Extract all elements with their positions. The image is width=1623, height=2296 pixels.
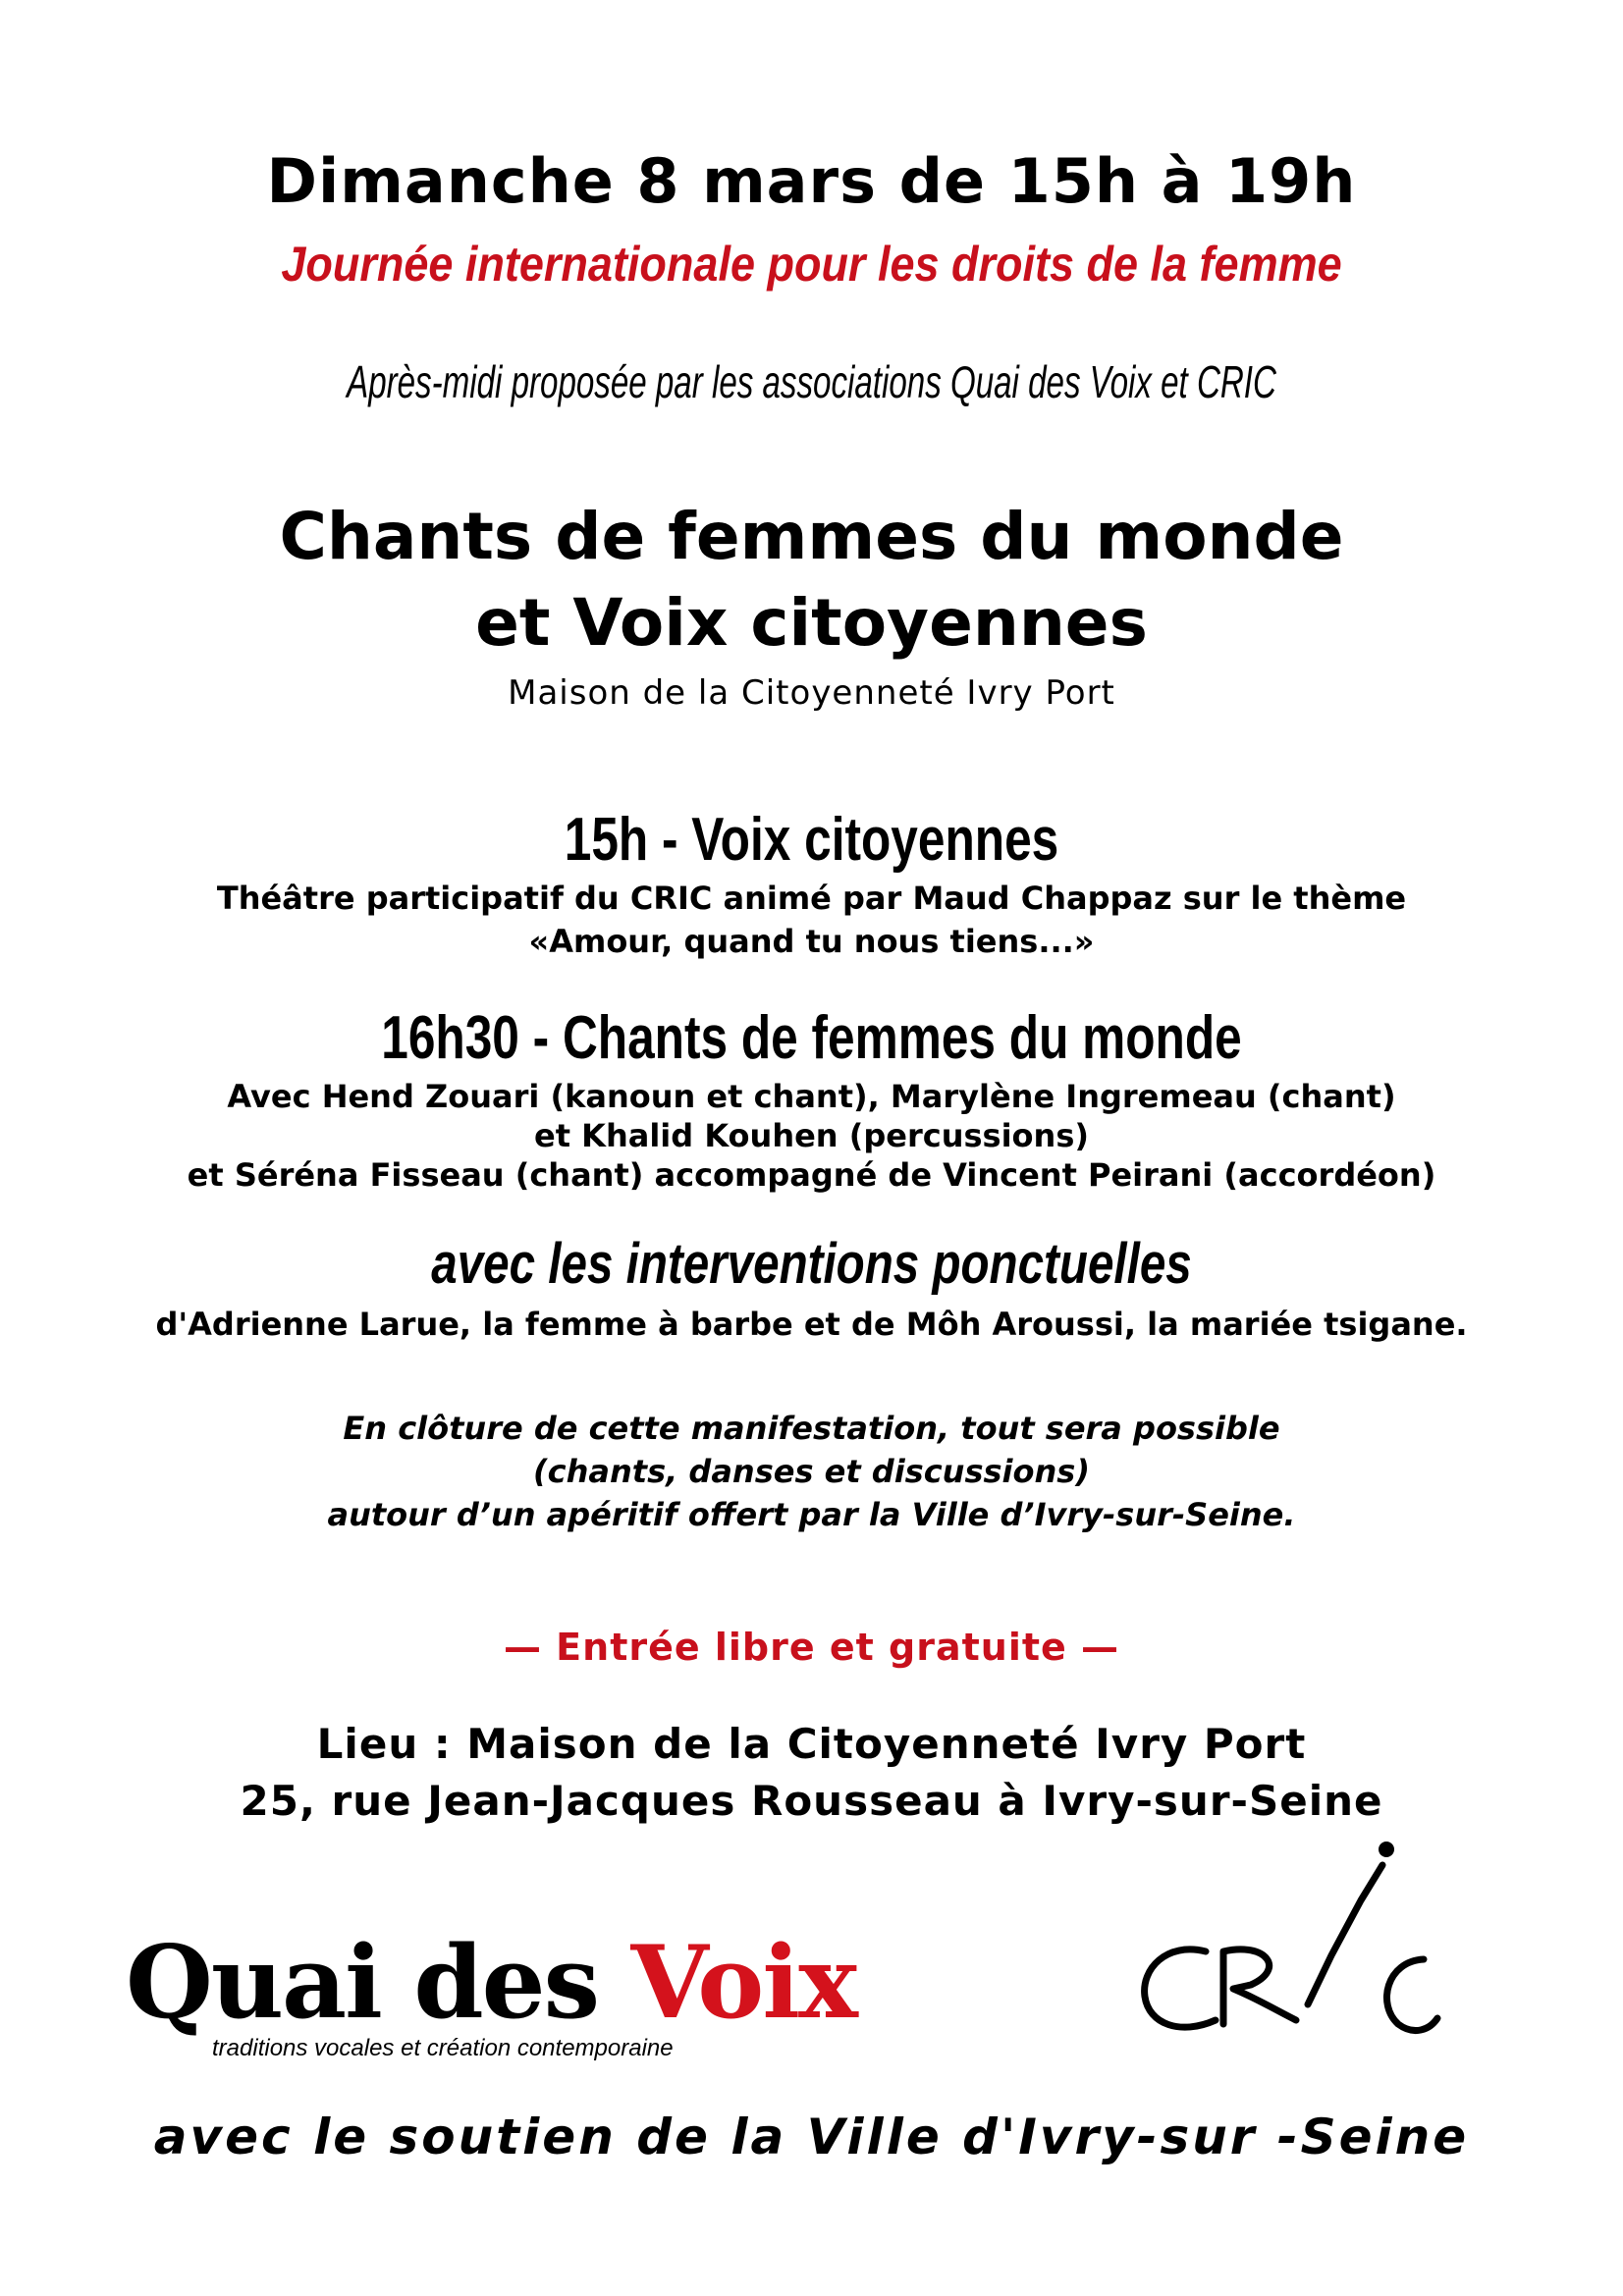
entry-notice: — Entrée libre et gratuite — <box>503 1626 1120 1669</box>
cric-letter-r <box>1223 1949 1296 2024</box>
closing-line: En clôture de cette manifestation, tout sera possible <box>343 1410 1280 1447</box>
event-date: Dimanche 8 mars de 15h à 19h <box>266 145 1357 217</box>
location-line2: 25, rue Jean-Jacques Rousseau à Ivry-sur-Seine <box>240 1777 1383 1825</box>
cric-letter-i <box>1308 1865 1382 2004</box>
section1-line: «Amour, quand tu nous tiens...» <box>528 923 1095 960</box>
event-theme: Journée internationale pour les droits de la femme <box>281 237 1342 292</box>
location-line1: Lieu : Maison de la Citoyenneté Ivry Port <box>316 1720 1307 1768</box>
closing-line: autour d’un apéritif offert par la Ville d’Ivry-sur-Seine. <box>327 1496 1296 1533</box>
support-footer: avec le soutien de la Ville d'Ivry-sur -Seine <box>153 2109 1470 2165</box>
section2-line: et Khalid Kouhen (percussions) <box>534 1117 1089 1154</box>
cric-logo <box>1129 1832 1492 2057</box>
venue-subtitle: Maison de la Citoyenneté Ivry Port <box>508 673 1115 713</box>
section2-heading: 16h30 - Chants de femmes du monde <box>381 1004 1242 1072</box>
closing-line: (chants, danses et discussions) <box>533 1453 1090 1490</box>
main-title-line2: et Voix citoyennes <box>475 585 1148 661</box>
section3-line: d'Adrienne Larue, la femme à barbe et de Môh Aroussi, la mariée tsigane. <box>155 1306 1468 1343</box>
quai-des-voix-logo <box>126 1924 911 2071</box>
quai-des-voix-word-black: Quai des <box>126 1924 631 2042</box>
section3-heading: avec les interventions ponctuelles <box>431 1232 1192 1296</box>
section1-line: Théâtre participatif du CRIC animé par Maud Chappaz sur le thème <box>216 880 1407 917</box>
section2-line: et Séréna Fisseau (chant) accompagné de Vincent Peirani (accordéon) <box>187 1156 1436 1194</box>
cric-letter-c2 <box>1386 1959 1437 2031</box>
quai-des-voix-word-red: Voix <box>630 1924 856 2042</box>
cric-dot <box>1379 1842 1394 1857</box>
quai-des-voix-wordmark <box>126 1924 856 2042</box>
section1-heading: 15h - Voix citoyennes <box>564 806 1059 874</box>
main-title-line1: Chants de femmes du monde <box>279 499 1344 574</box>
quai-des-voix-tagline: traditions vocales et création contemporaine <box>212 2035 674 2061</box>
section2-line: Avec Hend Zouari (kanoun et chant), Marylène Ingremeau (chant) <box>227 1078 1396 1115</box>
cric-letter-c1 <box>1145 1949 1216 2027</box>
organizers-line: Après-midi proposée par les associations Quai des Voix et CRIC <box>347 356 1276 407</box>
